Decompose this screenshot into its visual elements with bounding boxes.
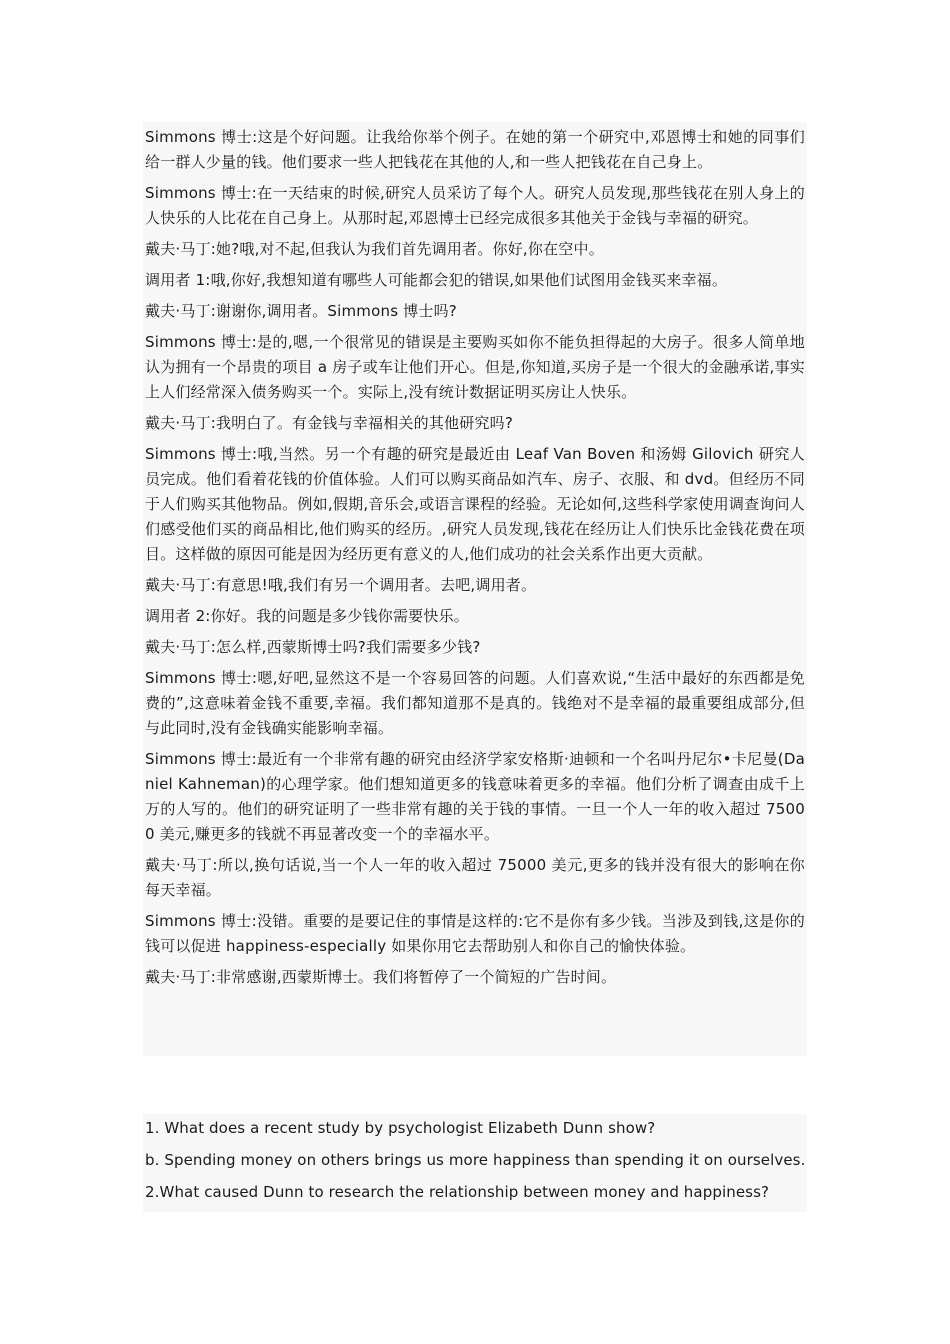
dialogue-paragraph: Simmons 博士:没错。重要的是要记住的事情是这样的:它不是你有多少钱。当涉及到钱,这是你的钱可以促进 happiness-especially 如果你用它去帮助别人和你自己的愉快体验。 <box>145 912 805 955</box>
dialogue-paragraph: 戴夫·马丁:怎么样,西蒙斯博士吗?我们需要多少钱? <box>145 638 481 656</box>
dialogue-paragraph: Simmons 博士:这是个好问题。让我给你举个例子。在她的第一个研究中,邓恩博士和她的同事们给一群人少量的钱。他们要求一些人把钱花在其他的人,和一些人把钱花在自己身上。 <box>145 128 805 171</box>
dialogue-paragraph: 调用者 1:哦,你好,我想知道有哪些人可能都会犯的错误,如果他们试图用金钱买来幸福。 <box>145 271 728 289</box>
question-item: 1. What does a recent study by psychologist Elizabeth Dunn show? <box>145 1119 656 1137</box>
dialogue-transcript <box>143 122 807 1056</box>
answer-item: b. Spending money on others brings us more happiness than spending it on ourselves. <box>145 1151 806 1169</box>
dialogue-paragraph: Simmons 博士:是的,嗯,一个很常见的错误是主要购买如你不能负担得起的大房子。很多人简单地认为拥有一个昂贵的项目 a 房子或车让他们开心。但是,你知道,买房子是一个很大的金融承诺,事实上人们经常深入债务购买一个。实际上,没有统计数据证明买房让人快乐。 <box>145 333 805 401</box>
dialogue-paragraph: 戴夫·马丁:我明白了。有金钱与幸福相关的其他研究吗? <box>145 414 513 432</box>
dialogue-paragraph: 戴夫·马丁:所以,换句话说,当一个人一年的收入超过 75000 美元,更多的钱并没有很大的影响在你每天幸福。 <box>145 856 805 899</box>
question-list <box>143 1114 807 1212</box>
dialogue-paragraph: 戴夫·马丁:非常感谢,西蒙斯博士。我们将暂停了一个简短的广告时间。 <box>145 968 617 986</box>
dialogue-paragraph: Simmons 博士:哦,当然。另一个有趣的研究是最近由 Leaf Van Boven 和汤姆 Gilovich 研究人员完成。他们看着花钱的价值体验。人们可以购买商品如汽车、房子、衣服、和 dvd。但经历不同于人们购买其他物品。例如,假期,音乐会,或语言课程的经验。无论如何,这些科学家使用调查询问人们感受他们买的商品相比,他们购买的经历。,研究人员发现,钱花在经历让人们快乐比金钱花费在项目。这样做的原因可能是因为经历更有意义的人,他们成功的社会关系作出更大贡献。 <box>145 445 805 563</box>
dialogue-paragraph: 调用者 2:你好。我的问题是多少钱你需要快乐。 <box>145 607 469 625</box>
dialogue-paragraph: 戴夫·马丁:谢谢你,调用者。Simmons 博士吗? <box>145 302 457 320</box>
dialogue-paragraph: Simmons 博士:最近有一个非常有趣的研究由经济学家安格斯·迪顿和一个名叫丹尼尔•卡尼曼(Daniel Kahneman)的心理学家。他们想知道更多的钱意味着更多的幸福。他们分析了调查由成千上万的人写的。他们的研究证明了一些非常有趣的关于钱的事情。一旦一个人一年的收入超过 75000 美元,赚更多的钱就不再显著改变一个的幸福水平。 <box>145 750 805 843</box>
dialogue-paragraph: 戴夫·马丁:有意思!哦,我们有另一个调用者。去吧,调用者。 <box>145 576 537 594</box>
question-item: 2.What caused Dunn to research the relationship between money and happiness? <box>145 1183 770 1201</box>
dialogue-paragraph: Simmons 博士:嗯,好吧,显然这不是一个容易回答的问题。人们喜欢说,“生活中最好的东西都是免费的”,这意味着金钱不重要,幸福。我们都知道那不是真的。钱绝对不是幸福的最重要组成部分,但与此同时,没有金钱确实能影响幸福。 <box>145 669 805 737</box>
dialogue-paragraph: 戴夫·马丁:她?哦,对不起,但我认为我们首先调用者。你好,你在空中。 <box>145 240 604 258</box>
dialogue-paragraph: Simmons 博士:在一天结束的时候,研究人员采访了每个人。研究人员发现,那些钱花在别人身上的人快乐的人比花在自己身上。从那时起,邓恩博士已经完成很多其他关于金钱与幸福的研究。 <box>145 184 805 227</box>
